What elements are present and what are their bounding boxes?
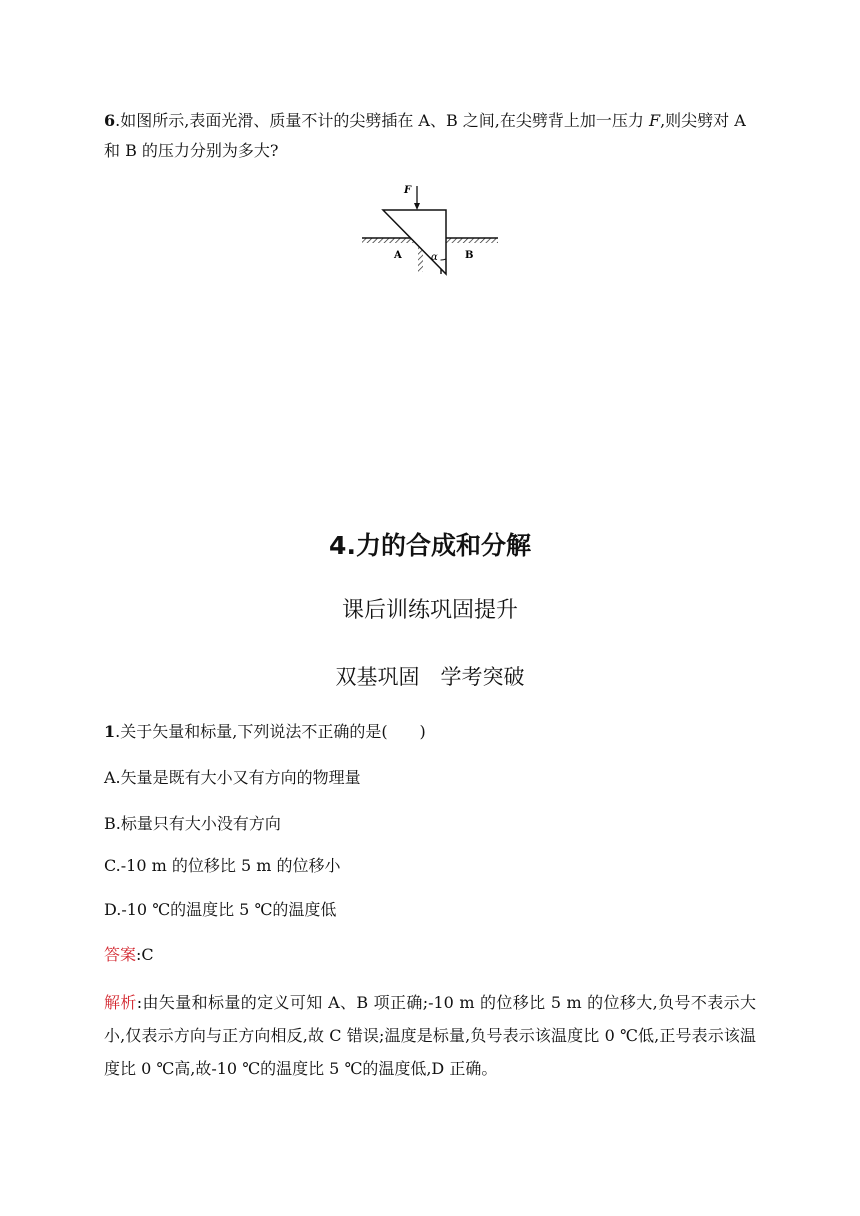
section-title: 4.力的合成和分解: [329, 531, 531, 560]
question-stem-text: .关于矢量和标量,下列说法不正确的是( ): [115, 722, 426, 741]
option-c: C.-10 m 的位移比 5 m 的位移小: [104, 856, 341, 875]
answer-value: :C: [136, 945, 154, 964]
answer-line: [104, 943, 154, 967]
force-symbol: F: [648, 111, 661, 130]
label-b: B: [465, 250, 474, 261]
question-number: 6: [104, 111, 116, 130]
question-number: 1: [104, 722, 116, 741]
section-heading: 双基巩固 学考突破: [335, 665, 525, 689]
option-d: D.-10 ℃的温度比 5 ℃的温度低: [104, 900, 337, 919]
answer-label: 答案: [104, 945, 137, 964]
force-label: F: [404, 185, 412, 196]
explanation-text: :由矢量和标量的定义可知 A、B 项正确;-10 m 的位移比 5 m 的位移大,负号不表示大小,仅表示方向与正方向相反,故 C 错误;温度是标量,负号表示该温度比 0 ℃低,正号表示该温度比 0 ℃高,故-10 ℃的温度比 5 ℃的温度低,D 正确。: [104, 993, 756, 1078]
question-1-stem: [104, 720, 426, 744]
explanation-label: 解析: [104, 993, 137, 1012]
wedge-figure: [356, 180, 506, 280]
block-b-top-hatch: [446, 238, 498, 243]
explanation: [104, 986, 756, 1085]
option-a: A.矢量是既有大小又有方向的物理量: [104, 768, 361, 787]
wedge-diagram: [356, 180, 506, 280]
label-a: A: [394, 250, 402, 261]
section-subtitle: 课后训练巩固提升: [341, 598, 518, 623]
question-6: [104, 106, 760, 166]
question-text-part1: .如图所示,表面光滑、质量不计的尖劈插在 A、B 之间,在尖劈背上加一压力: [115, 111, 649, 130]
angle-label: α: [431, 252, 438, 263]
question-text-part2: ,则尖劈对 A 和 B 的压力分别为多大?: [104, 111, 746, 160]
block-a-top-hatch: [362, 238, 418, 243]
option-b: B.标量只有大小没有方向: [104, 814, 281, 833]
